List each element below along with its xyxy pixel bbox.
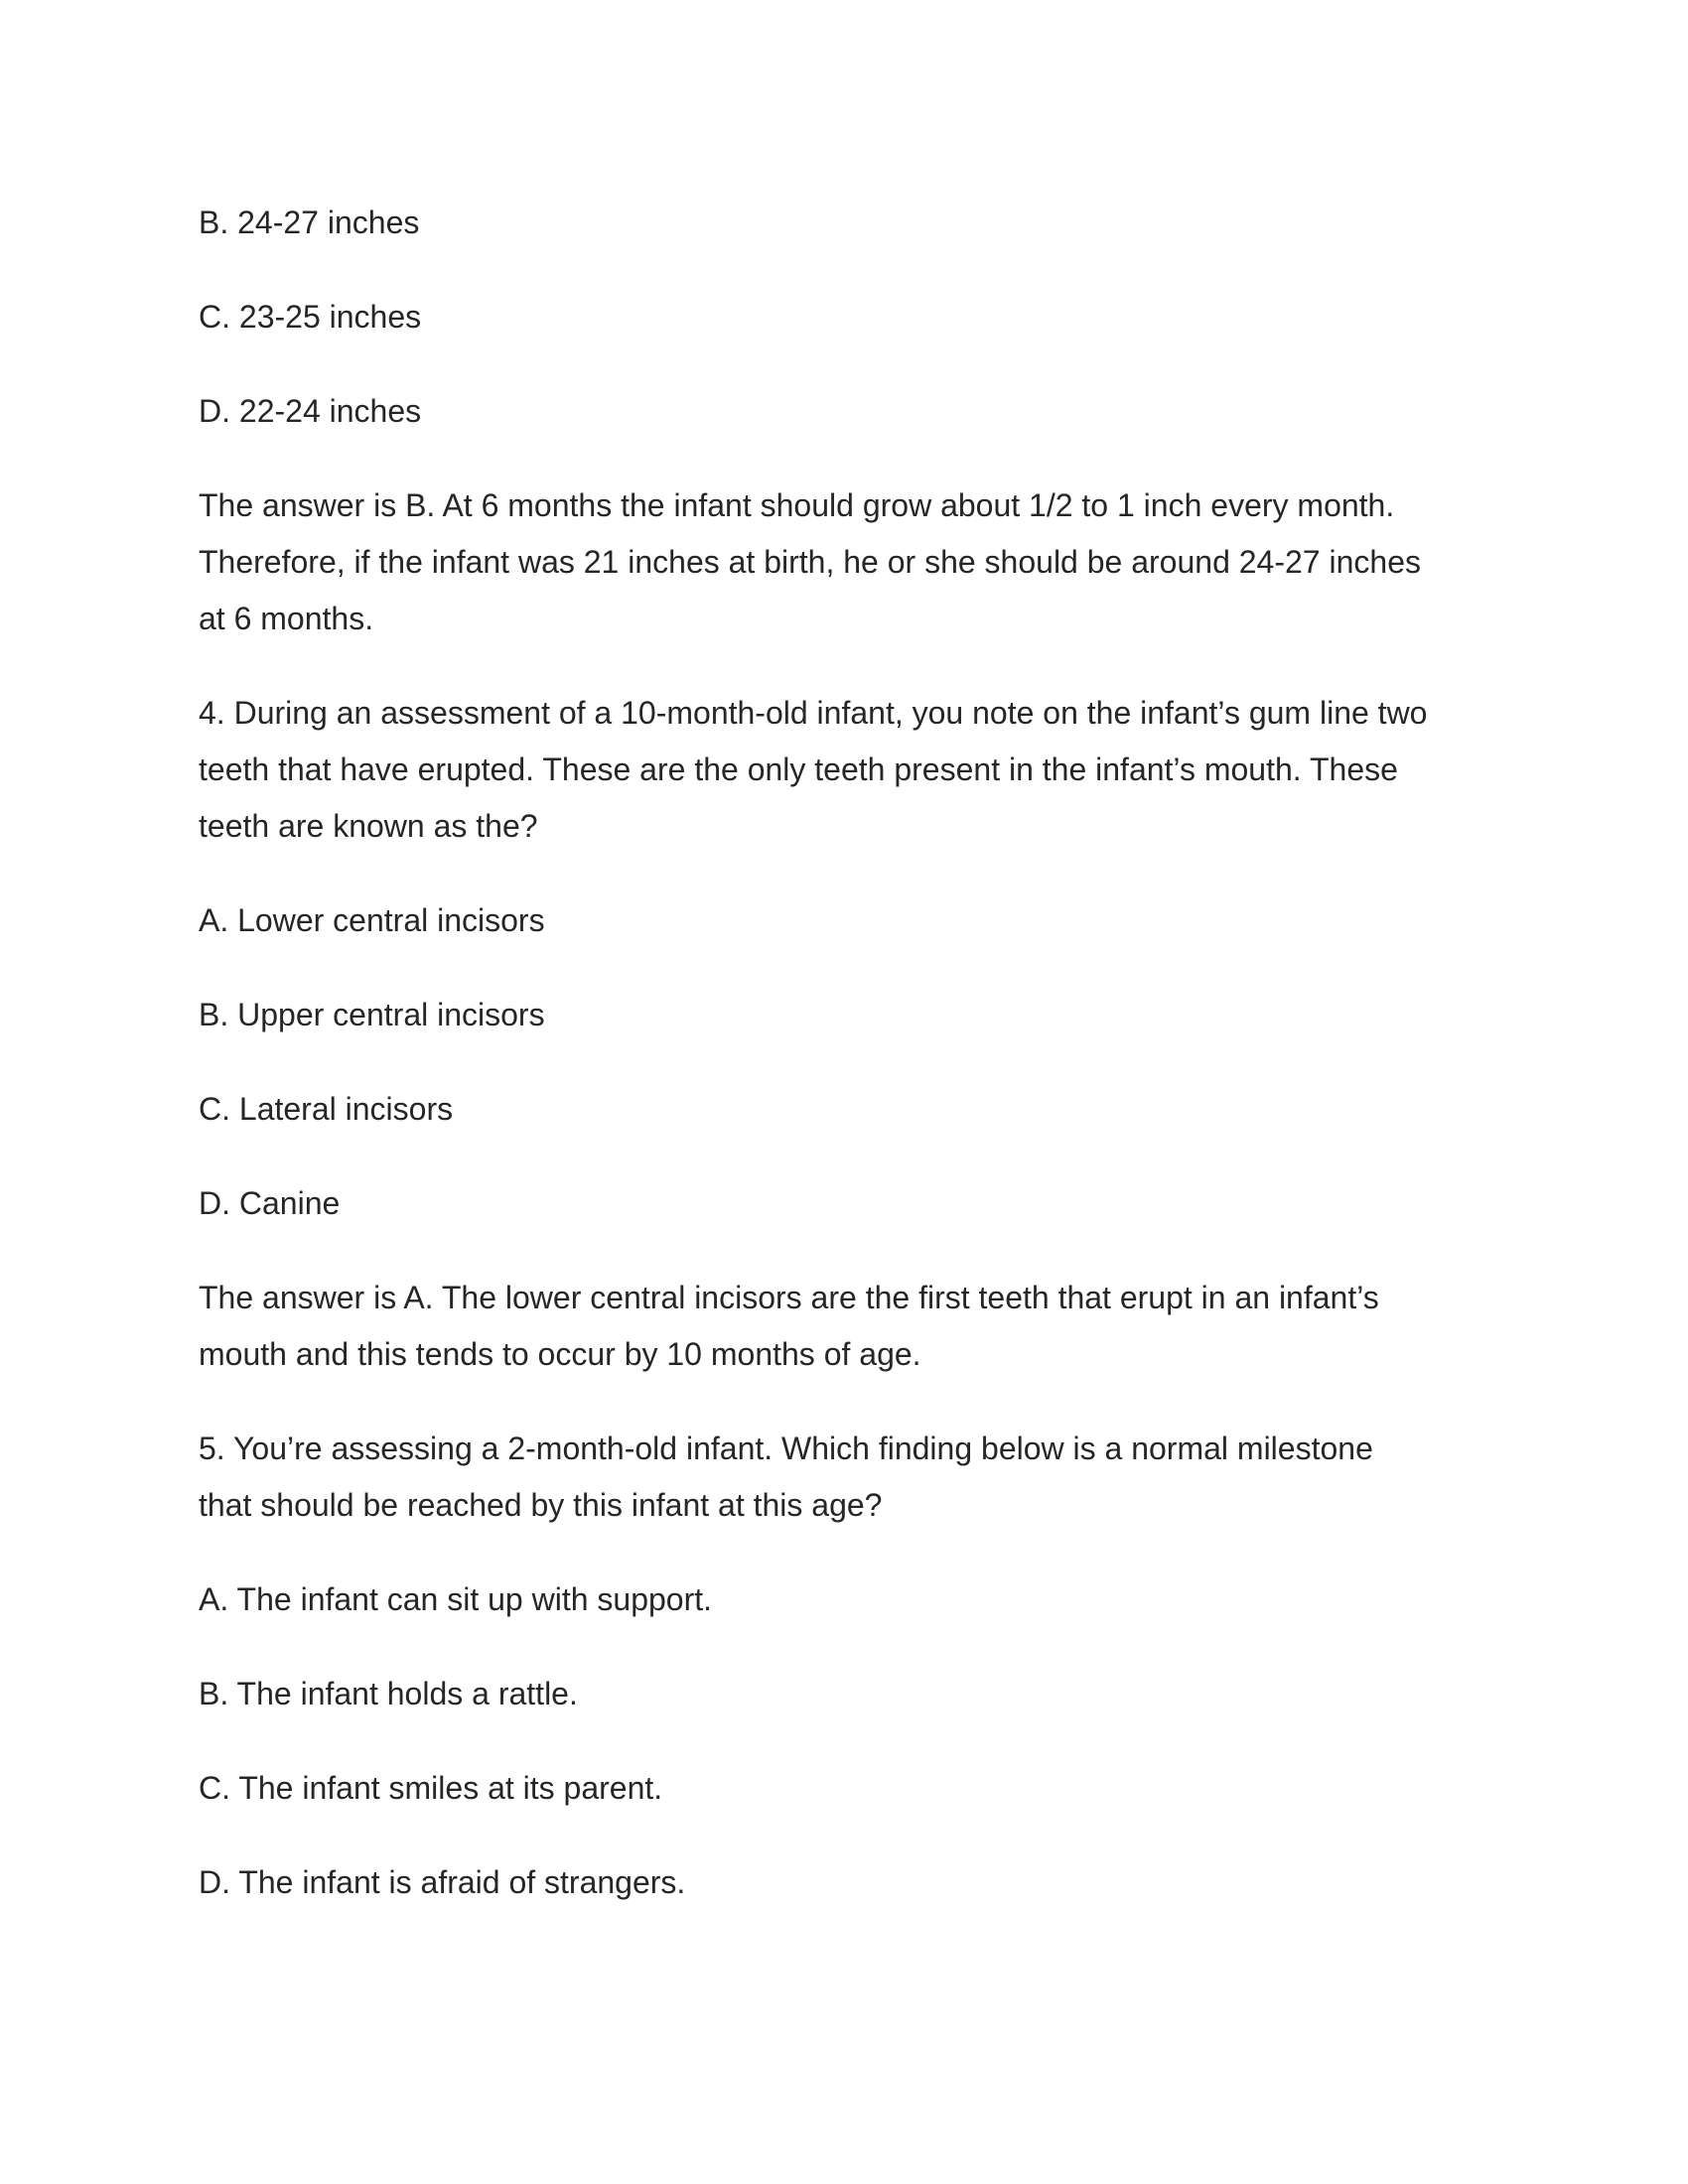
text-line: C. Lateral incisors (199, 1091, 454, 1127)
text-line: D. Canine (199, 1185, 341, 1221)
answer-option-c-q5 (199, 1760, 1489, 1817)
answer-option-d-q5 (199, 1854, 1489, 1911)
answer-option-c-q3 (199, 289, 1489, 345)
answer-option-d-q3 (199, 383, 1489, 440)
answer-option-a-q5 (199, 1571, 1489, 1628)
text-line: D. 22-24 inches (199, 393, 422, 429)
text-line: B. The infant holds a rattle. (199, 1676, 578, 1711)
text-line: C. The infant smiles at its parent. (199, 1770, 663, 1806)
text-line: 4. During an assessment of a 10-month-old infant, you note on the infant’s gum line two (199, 695, 1428, 731)
text-line: mouth and this tends to occur by 10 months of age. (199, 1336, 921, 1372)
text-line: D. The infant is afraid of strangers. (199, 1864, 686, 1900)
text-line: Therefore, if the infant was 21 inches at birth, he or she should be around 24-27 inches (199, 544, 1421, 580)
text-line: 5. You’re assessing a 2-month-old infant. Which finding below is a normal milestone (199, 1431, 1373, 1466)
answer-explanation-q4 (199, 1270, 1489, 1383)
text-line: The answer is B. At 6 months the infant should grow about 1/2 to 1 inch every month. (199, 487, 1395, 523)
text-line: that should be reached by this infant at this age? (199, 1487, 883, 1523)
text-line: C. 23-25 inches (199, 299, 422, 335)
text-line: B. Upper central incisors (199, 997, 545, 1032)
document-body (199, 195, 1489, 1949)
answer-explanation-q3 (199, 478, 1489, 647)
text-line: The answer is A. The lower central incisors are the first teeth that erupt in an infant’s (199, 1280, 1379, 1315)
text-line: A. Lower central incisors (199, 902, 545, 938)
answer-option-a-q4 (199, 892, 1489, 949)
answer-option-d-q4 (199, 1175, 1489, 1232)
text-line: at 6 months. (199, 601, 374, 636)
answer-option-c-q4 (199, 1081, 1489, 1138)
answer-option-b-q5 (199, 1666, 1489, 1722)
answer-option-b-q3 (199, 195, 1489, 251)
text-line: teeth are known as the? (199, 808, 538, 844)
text-line: B. 24-27 inches (199, 205, 420, 240)
text-line: A. The infant can sit up with support. (199, 1581, 713, 1617)
answer-option-b-q4 (199, 987, 1489, 1043)
text-line: teeth that have erupted. These are the only teeth present in the infant’s mouth. These (199, 751, 1398, 787)
question-5 (199, 1421, 1489, 1534)
question-4 (199, 685, 1489, 855)
